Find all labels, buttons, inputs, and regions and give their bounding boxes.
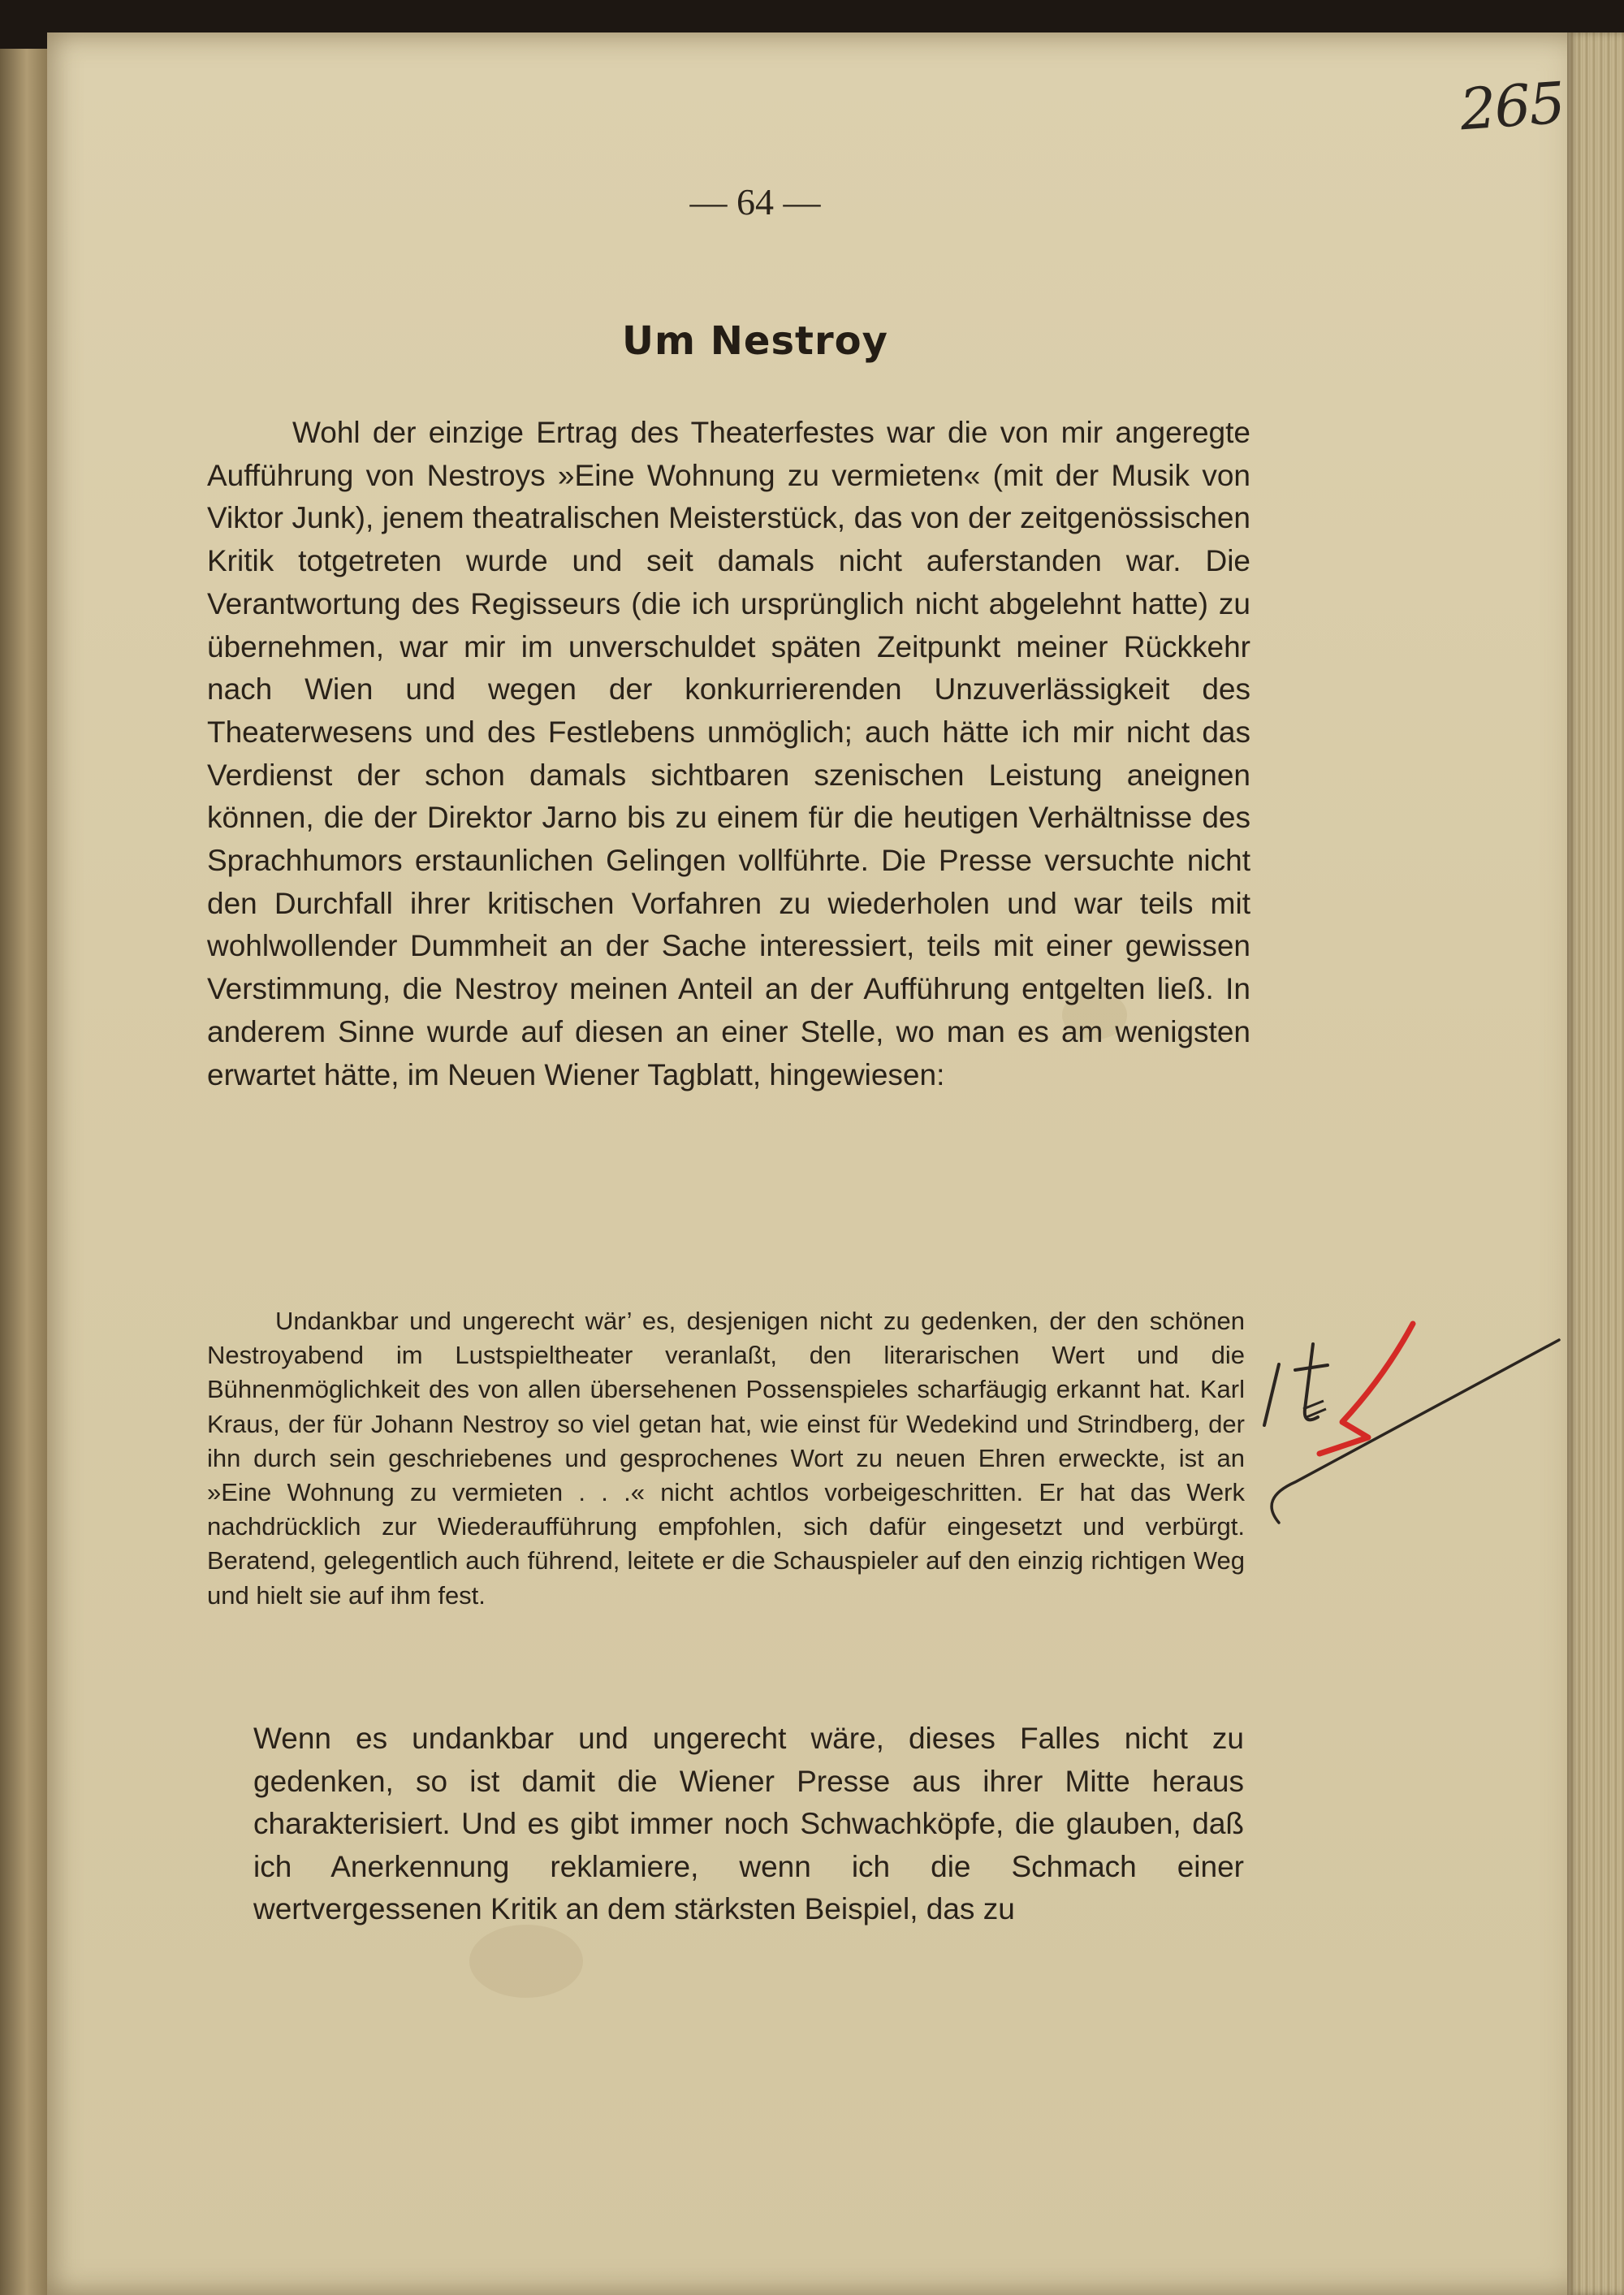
facing-page-edge (0, 49, 49, 2295)
page-block-edges (1567, 32, 1624, 2295)
chapter-title: Um Nestroy (622, 318, 888, 364)
body-paragraph-1: Wohl der einzige Ertrag des Theaterfestes war die von mir angeregte Aufführung von Nestroys »Eine Wohnung zu vermieten« (mit der Musik von Viktor Junk), jenem theatralischen Meisterstück, das von der zeitgenössischen Kritik totgetreten wurde und seit damals nicht auferstanden war. Die Verantwortung des Regisseurs (die ich ursprünglich nicht abgelehnt hatte) zu übernehmen, war mir im unverschuldet späten Zeitpunkt meiner Rückkehr nach Wien und wegen der konkurrierenden Unzuverlässigkeit des Theaterwesens und des Festlebens unmöglich; auch hätte ich mir nicht das Verdienst der schon damals sichtbaren szenischen Leistung aneignen können, die der Direktor Jarno bis zu einem für die heutigen Verhältnisse des Sprachhumors erstaunlichen Gelingen vollführte. Die Presse versuchte nicht den Durchfall ihrer kritischen Vorfahren zu wiederholen und war teils mit wohlwollender Dummheit an der Sache interessiert, teils mit einer gewissen Verstimmung, die Nestroy meinen Anteil an der Aufführung entgelten ließ. In anderem Sinne wurde auf diesen an einer Stelle, wo man es am wenigsten erwartet hätte, im Neuen Wiener Tagblatt, hingewiesen: (207, 416, 1250, 1091)
handwritten-folio-number: 265 (1458, 69, 1566, 144)
red-pencil-check (1320, 1324, 1413, 1454)
marginal-annotation (1246, 1287, 1587, 1539)
page-number: — 64 — (689, 181, 821, 223)
block-quote: Undankbar und ungerecht wär’ es, desjenigen nicht zu gedenken, der den schönen Nestroyabend im Lustspieltheater veranlaßt, den literarischen Wert und die Bühnenmöglichkeit des von allen übersehenen Possenspieles scharfäugig erkannt hat. Karl Kraus, der für Johann Nestroy so viel getan hat, wie einst für Wedekind und Strindberg, der ihn durch sein geschriebenes und gesprochenes Wort zu neuen Ehren erweckte, ist an »Eine Wohnung zu vermieten . . .« nicht achtlos vorbeigeschritten. Er hat das Werk nachdrücklich zur Wiederaufführung empfohlen, sich dafür eingesetzt und verbürgt. Beratend, gelegentlich auch führend, leitete er die Schauspieler auf den einzig richtigen Weg und hielt sie auf ihm fest. (207, 1307, 1245, 1610)
pencil-stroke (1264, 1364, 1279, 1425)
paper-stain (469, 1925, 583, 1998)
body-paragraph-2: Wenn es undankbar und ungerecht wäre, dieses Falles nicht zu gedenken, so ist damit die Wiener Presse aus ihrer Mitte heraus charakterisiert. Und es gibt immer noch Schwachköpfe, die glauben, daß ich Anerkennung reklamiere, wenn ich die Schmach einer wertvergessenen Kritik an dem stärksten Beispiel, das zu (253, 1722, 1244, 1926)
page-sheet (47, 32, 1590, 2295)
